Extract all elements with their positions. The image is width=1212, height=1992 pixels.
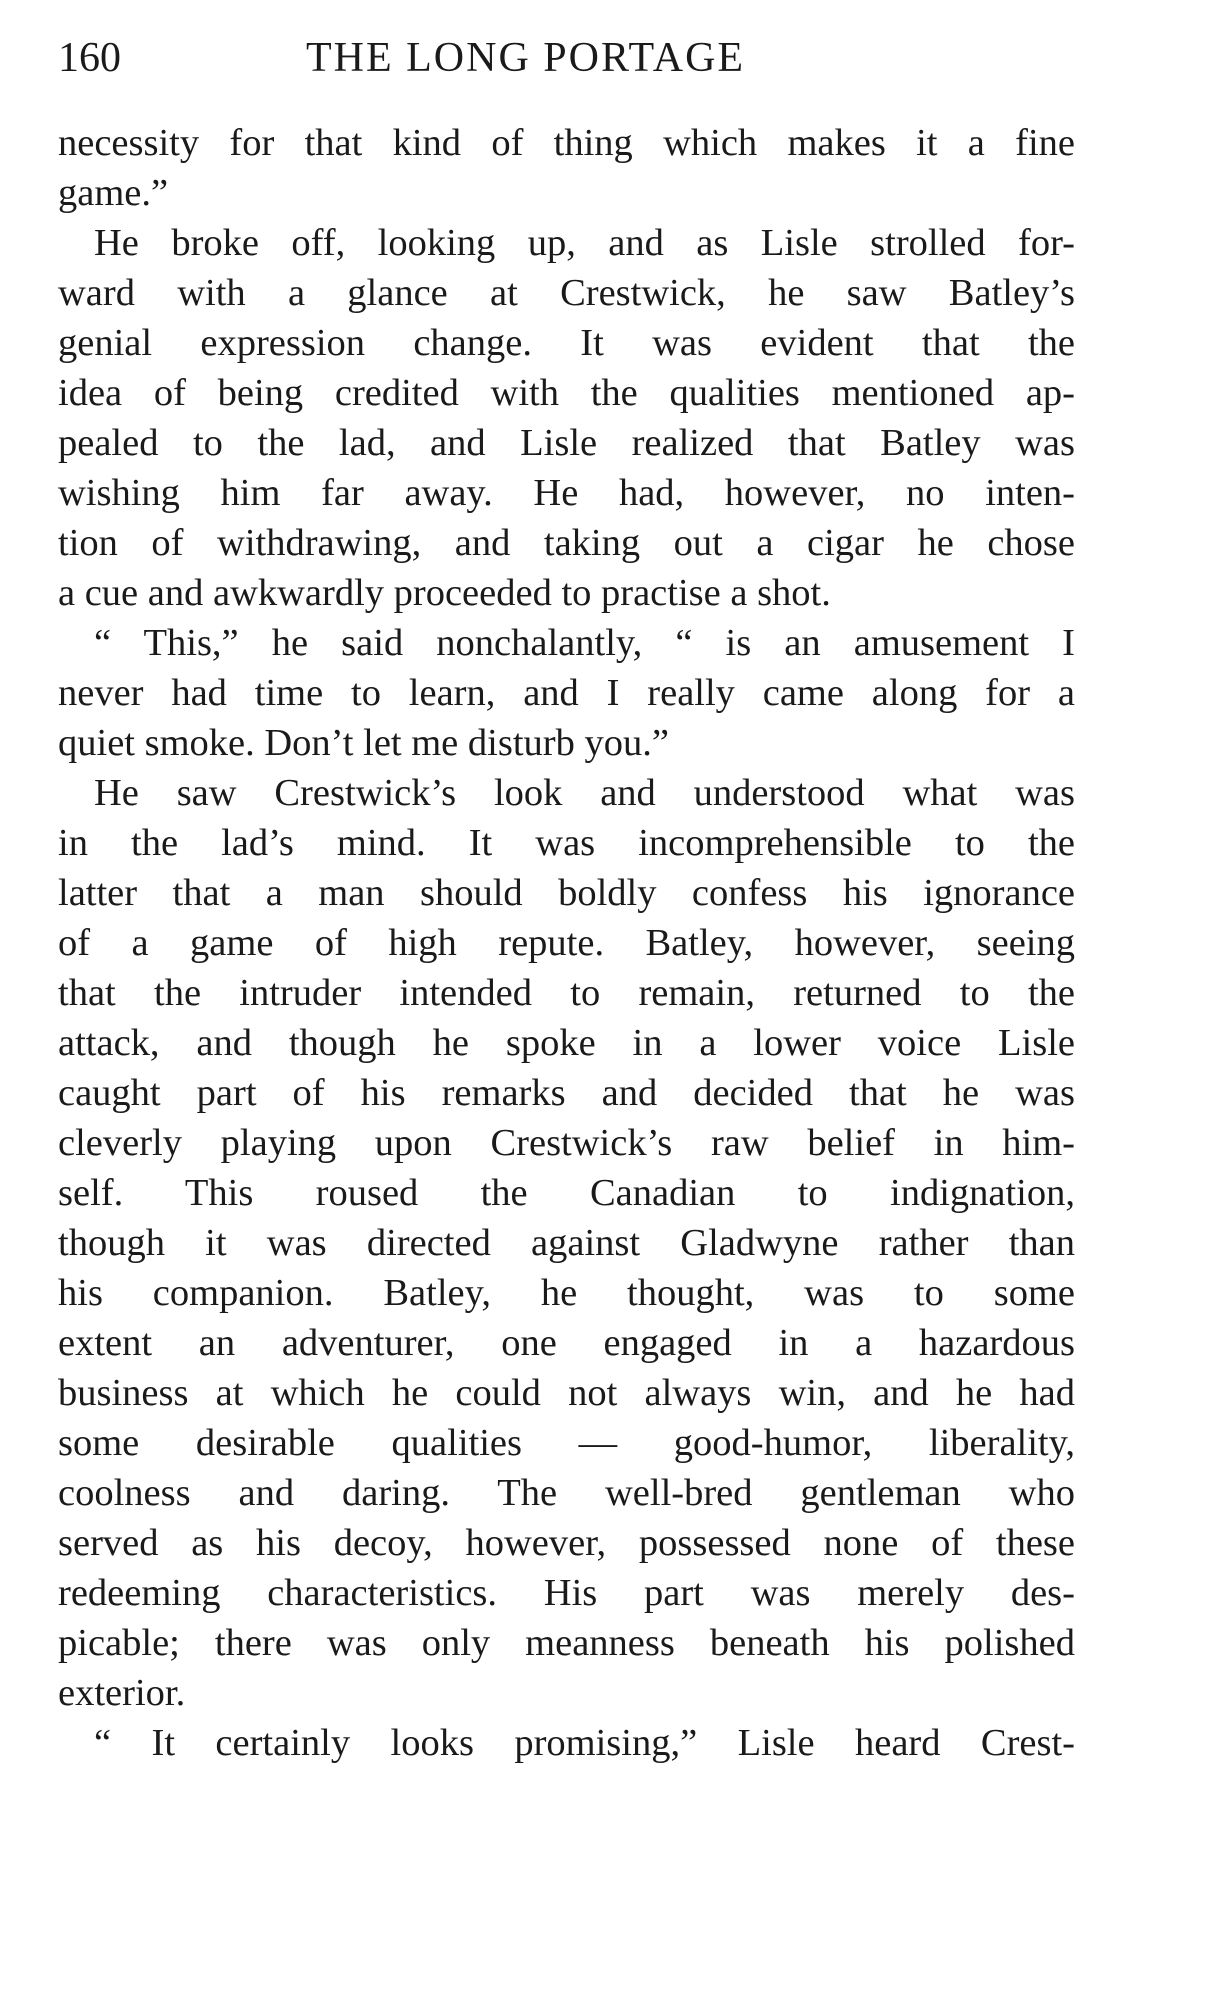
text-line: exterior.: [58, 1672, 186, 1714]
text-line: genial expression change. It was evident that the: [58, 322, 1075, 364]
running-title: THE LONG PORTAGE: [306, 35, 746, 81]
page-header: [58, 28, 1058, 88]
text-line: of a game of high repute. Batley, however, seeing: [58, 922, 1075, 964]
text-line: ward with a glance at Crestwick, he saw Batley’s: [58, 272, 1075, 314]
page-number: 160: [58, 35, 121, 81]
text-line: wishing him far away. He had, however, no inten-: [58, 472, 1075, 514]
text-line: a cue and awkwardly proceeded to practise a shot.: [58, 572, 831, 614]
text-line: cleverly playing upon Crestwick’s raw belief in him-: [58, 1122, 1075, 1164]
text-line: extent an adventurer, one engaged in a hazardous: [58, 1322, 1075, 1364]
text-line: tion of withdrawing, and taking out a cigar he chose: [58, 522, 1075, 564]
text-line: self. This roused the Canadian to indignation,: [58, 1172, 1075, 1214]
text-line: business at which he could not always win, and he had: [58, 1372, 1075, 1414]
text-line: his companion. Batley, he thought, was to some: [58, 1272, 1075, 1314]
text-line: latter that a man should boldly confess his ignorance: [58, 872, 1075, 914]
text-line: quiet smoke. Don’t let me disturb you.”: [58, 722, 669, 764]
text-line: idea of being credited with the qualities mentioned ap-: [58, 372, 1075, 414]
text-line: coolness and daring. The well-bred gentleman who: [58, 1472, 1075, 1514]
text-line: some desirable qualities — good-humor, liberality,: [58, 1422, 1075, 1464]
text-line: necessity for that kind of thing which makes it a fine: [58, 122, 1075, 164]
text-line: He saw Crestwick’s look and understood what was: [94, 772, 1075, 814]
text-line: He broke off, looking up, and as Lisle strolled for-: [94, 222, 1075, 264]
text-line: attack, and though he spoke in a lower voice Lisle: [58, 1022, 1075, 1064]
text-line: that the intruder intended to remain, returned to the: [58, 972, 1075, 1014]
text-line: never had time to learn, and I really came along for a: [58, 672, 1075, 714]
text-line: in the lad’s mind. It was incomprehensible to the: [58, 822, 1075, 864]
text-line: pealed to the lad, and Lisle realized that Batley was: [58, 422, 1075, 464]
text-line: “ This,” he said nonchalantly, “ is an amusement I: [94, 622, 1075, 664]
text-line: served as his decoy, however, possessed none of these: [58, 1522, 1075, 1564]
text-line: redeeming characteristics. His part was merely des-: [58, 1572, 1075, 1614]
body-text: [58, 118, 1075, 1768]
text-line: though it was directed against Gladwyne rather than: [58, 1222, 1075, 1264]
text-line: caught part of his remarks and decided that he was: [58, 1072, 1075, 1114]
text-line: “ It certainly looks promising,” Lisle heard Crest-: [94, 1722, 1075, 1764]
text-line: picable; there was only meanness beneath his polished: [58, 1622, 1075, 1664]
text-line: game.”: [58, 172, 169, 214]
